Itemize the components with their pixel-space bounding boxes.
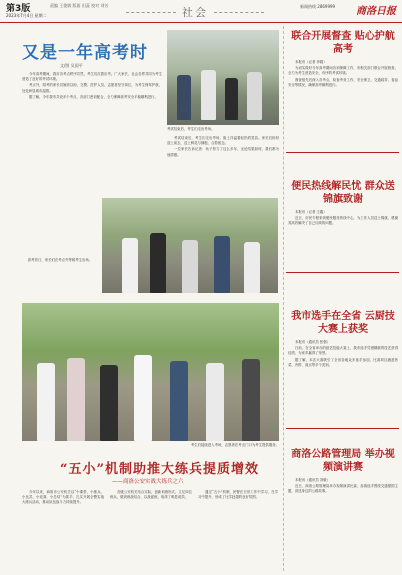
byline: 本报讯（通讯员 刘敏） bbox=[295, 478, 330, 482]
person-figure bbox=[122, 238, 138, 293]
main-headline: 又是一年高考时 bbox=[22, 43, 148, 63]
person-figure bbox=[134, 355, 152, 441]
page-number: 第3版 bbox=[6, 4, 31, 14]
bottom-story-col-2 bbox=[110, 490, 192, 572]
section-title: 社会 bbox=[182, 6, 208, 19]
right-story-4-text bbox=[288, 478, 398, 570]
person-figure bbox=[201, 70, 216, 120]
news-hotline: 新闻热线 2869999 bbox=[300, 4, 336, 9]
main-byline: 文/图 吴国平 bbox=[60, 63, 83, 68]
byline: 本报讯（记者 王鑫） bbox=[295, 210, 327, 214]
exam-photo-middle bbox=[102, 198, 278, 293]
exam-photo-large bbox=[22, 303, 279, 441]
editor-credits: 责编 王俊敏 版面 田蕊 校对 刘芳 bbox=[50, 3, 109, 8]
paragraph: 一位家长告诉记者：孩子努力了这么多年，无论结果如何，我们都为他骄傲。 bbox=[167, 147, 279, 157]
right-story-3-text bbox=[288, 340, 398, 420]
person-figure bbox=[244, 242, 260, 293]
right-headline-2: 便民热线解民忧 群众送锦旗致谢 bbox=[291, 181, 395, 205]
paragraph: 今年以来，商洛市公安机关以“小课堂、小练兵、小比武、小竞赛、小总结”为抓手，扎实开展全警实战大练兵活动，推动队伍战斗力持续提升。 bbox=[22, 490, 104, 505]
person-figure bbox=[37, 363, 55, 441]
page-header bbox=[0, 0, 402, 23]
paragraph: 近日，市民专程来到便民服务热线中心，为工作人员送上锦旗，感谢其高效解决了自己反映的问题。 bbox=[288, 216, 398, 226]
story-divider bbox=[286, 272, 399, 273]
paragraph: 今年高考期间，我市各考点秩序井然，考生们沉着应考。广大家长、社会各界共同为考生营造了良好的考试环境。 bbox=[22, 72, 162, 82]
photo-caption: 高考首日，家长们在考点外等候考生出场。 bbox=[27, 258, 93, 262]
right-headline-3: 我市选手在全省 云厨技大赛上获奖 bbox=[291, 311, 395, 335]
exam-photo-top bbox=[167, 30, 279, 125]
paragraph: 通过“五小”机制，民警在日常工作中学习、在学习中提升，形成了比学赶超的良好氛围。 bbox=[198, 490, 278, 500]
column-divider bbox=[283, 26, 284, 571]
person-figure bbox=[150, 233, 166, 293]
person-figure bbox=[182, 240, 198, 293]
right-headline-4: 商洛公路管理局 举办视频演讲赛 bbox=[291, 449, 395, 473]
photo-caption: 考生们陆续进入考场，志愿者在考点门口为考生提供服务。 bbox=[190, 443, 279, 447]
newspaper-logo: 商洛日报 bbox=[356, 6, 396, 17]
byline: 本报讯（通讯员 张强） bbox=[295, 340, 330, 344]
byline: 本报讯（记者 李娟） bbox=[295, 60, 327, 64]
paragraph: 据了解，今年我市共设多个考点，各部门密切配合，全力保障高考安全平稳顺利进行。 bbox=[29, 94, 158, 99]
story-divider bbox=[286, 152, 399, 153]
paragraph: 近日，商洛公路管理局举办视频演讲比赛，参赛选手围绕交通强国主题，讲述身边的公路故事。 bbox=[288, 484, 398, 494]
paragraph: 考点外，陪考的家长们翘首以盼，交警、医护人员、志愿者坚守岗位，为考生保驾护航，处处彰显城市温情。 bbox=[22, 83, 162, 93]
bottom-subheadline: ——商洛公安实战大练兵之六 bbox=[112, 479, 184, 485]
section-banner bbox=[120, 5, 270, 19]
bottom-headline: “五小”机制助推大练兵提质增效 bbox=[60, 462, 259, 477]
person-figure bbox=[170, 361, 188, 441]
right-story-1-text bbox=[288, 60, 398, 148]
person-figure bbox=[225, 78, 238, 120]
story-divider bbox=[286, 428, 399, 429]
bottom-story-col-1 bbox=[22, 490, 104, 572]
issue-date: 2023年7月4日 星期二 bbox=[6, 13, 47, 18]
paragraph: 据了解，本次大赛吸引了全省各地众多选手参加，比赛项目涵盖热菜、冷拼、面点等多个类别。 bbox=[288, 357, 398, 367]
main-story-text bbox=[22, 72, 162, 195]
paragraph: 为切实做好今年高考期间各项保障工作，市相关部门联合开展督查，全力为考生营造安全、有序的考试环境。 bbox=[288, 66, 398, 76]
person-figure bbox=[100, 365, 118, 441]
photo-caption: 考试结束后，考生们走出考场。 bbox=[167, 127, 215, 131]
person-figure bbox=[177, 75, 191, 120]
paragraph: 督查组先后深入各考点，检查考务工作、安全保卫、交通疏导、食品安全等情况，确保高考顺利进行。 bbox=[288, 77, 398, 87]
paragraph: 考试结束后，考生们走出考场，脸上洋溢着轻松的笑容。家长们纷纷迎上前去，送上鲜花与拥抱，合影留念。 bbox=[167, 136, 279, 146]
paragraph: 日前，在全省举办的厨艺技能大赛上，我市选手凭借精湛的技艺获得佳绩，为家乡赢得了荣誉。 bbox=[288, 346, 398, 356]
bottom-story-col-3 bbox=[198, 490, 278, 572]
person-figure bbox=[214, 236, 230, 293]
right-story-2-text bbox=[288, 210, 398, 258]
person-figure bbox=[67, 358, 85, 441]
main-story-text-cont bbox=[167, 136, 279, 194]
right-headline-1: 联合开展督查 贴心护航高考 bbox=[291, 31, 395, 55]
person-figure bbox=[247, 72, 262, 120]
paragraph: 各级公安机关结合实际，创新训练形式，立足岗位练兵，做到练战结合、以战促练，取得了明显成效。 bbox=[110, 490, 192, 500]
person-figure bbox=[242, 359, 260, 441]
person-figure bbox=[206, 363, 224, 441]
